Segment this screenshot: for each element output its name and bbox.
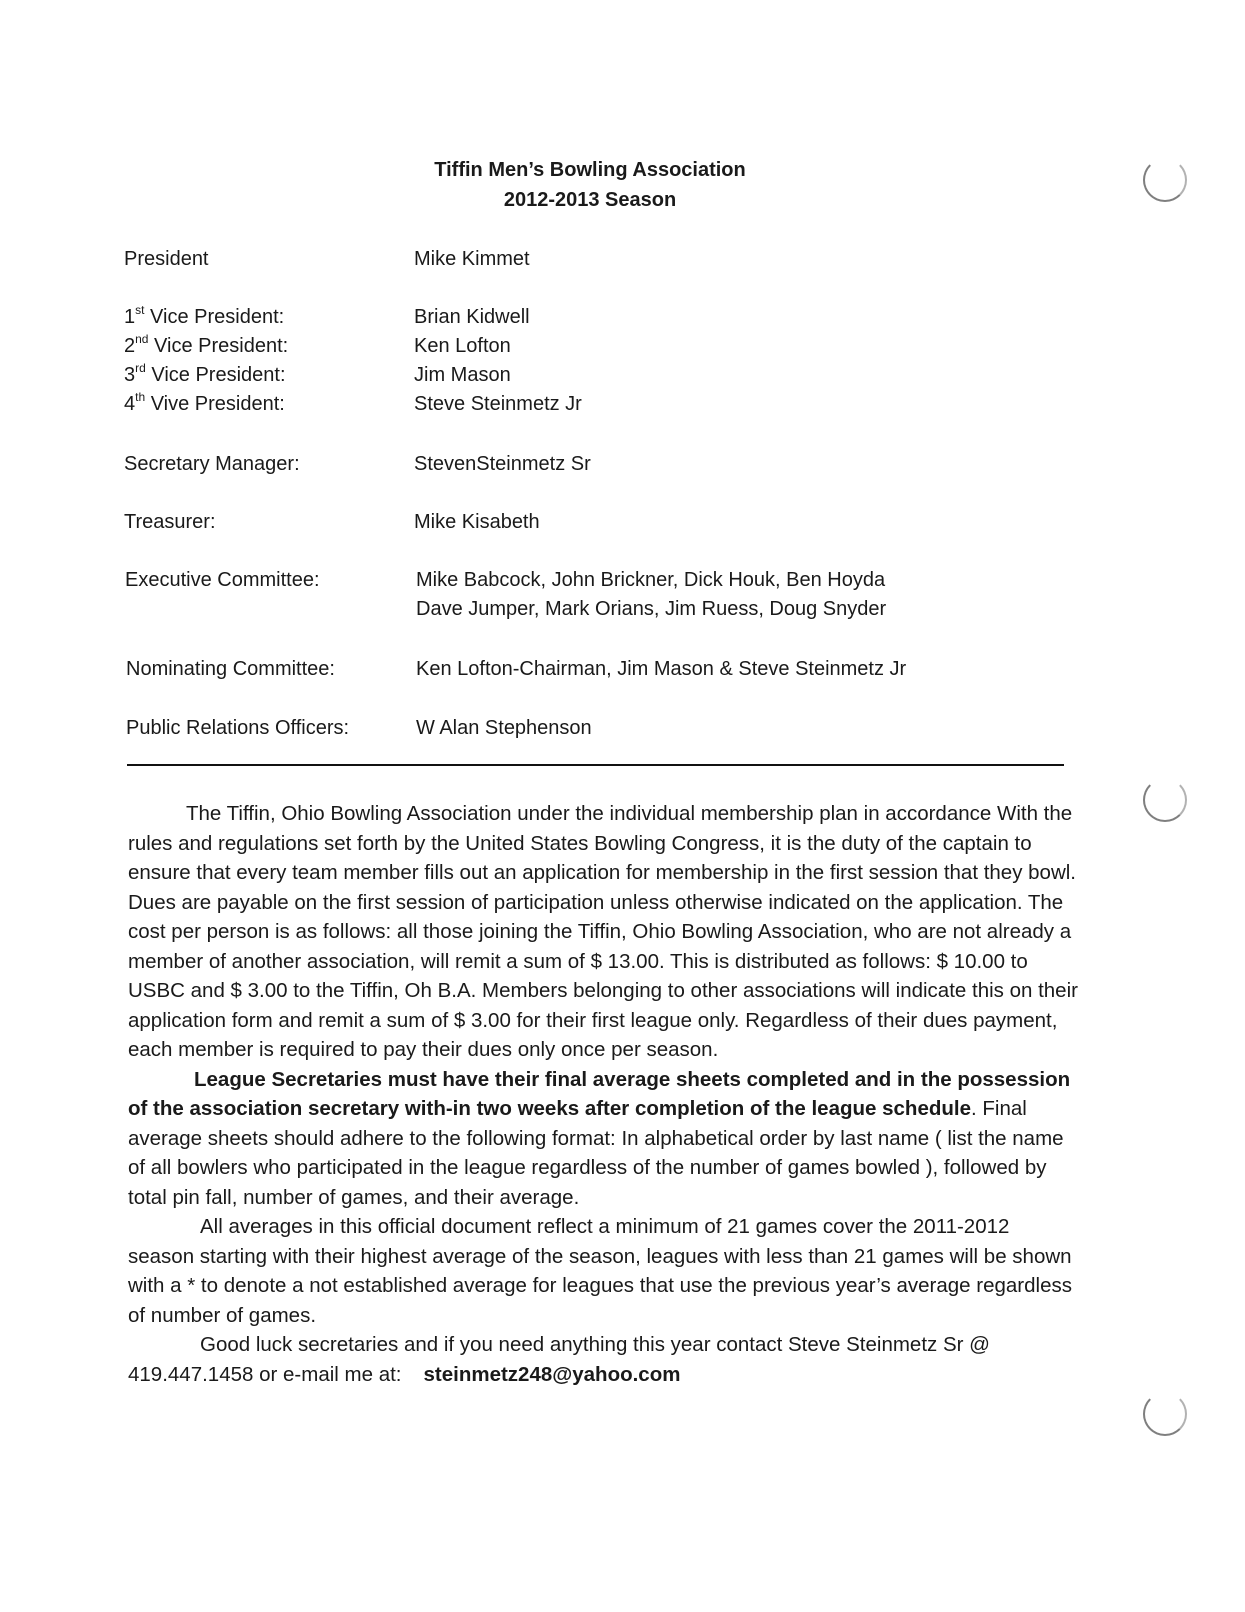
paragraph-averages: All averages in this official document reflect a minimum of 21 games cover the 2011-2012 season starting with their highest average of the season, leagues with less than 21 games will be shown with a * to denote a not established average for leagues that use the previous year’s average regardless of number of games. <box>128 1215 1072 1327</box>
paragraph-membership: The Tiffin, Ohio Bowling Association under the individual membership plan in accordance With the rules and regulations set forth by the United States Bowling Congress, it is the duty of the captain to ensure that every team member fills out an application for membership in the first session that they bowl. Dues are payable on the first session of participation unless otherwise indicated on the application. The cost per person is as follows: all those joining the Tiffin, Ohio Bowling Association, who are not already a member of another association, will remit a sum of $ 13.00. This is distributed as follows: $ 10.00 to USBC and $ 3.00 to the Tiffin, Oh B.A. Members belonging to other associations will indicate this on their application form and remit a sum of $ 3.00 for their first league only. Regardless of their dues payment, each member is required to pay their dues only once per season. <box>128 802 1078 1061</box>
binder-hole-bottom <box>1143 1392 1187 1436</box>
officer-row-president <box>0 245 1245 273</box>
officer-name: StevenSteinmetz Sr <box>414 453 591 475</box>
association-title: Tiffin Men’s Bowling Association <box>434 159 746 181</box>
role-label: 2nd Vice President: <box>124 332 289 357</box>
contact-text: Good luck secretaries and if you need anything this year contact Steve Steinmetz Sr @ 419.447.1458 or e-mail me at: <box>128 1333 990 1386</box>
officer-row-treasurer <box>0 508 1245 536</box>
officer-row-executive-cont <box>0 595 1245 623</box>
officer-name: Brian Kidwell <box>414 306 530 328</box>
officer-name: Mike Kisabeth <box>414 511 540 533</box>
officer-row-public-relations <box>0 714 1245 742</box>
paragraph-contact <box>128 1330 1078 1389</box>
officer-row-secretary <box>0 450 1245 478</box>
officer-name: Jim Mason <box>414 364 511 386</box>
officer-row-executive <box>0 566 1245 594</box>
officer-row-vp1 <box>0 303 1245 331</box>
officer-name: Mike Kimmet <box>414 248 530 270</box>
role-label: Public Relations Officers: <box>126 717 350 739</box>
body-text <box>128 799 1078 1389</box>
officer-row-vp3 <box>0 361 1245 389</box>
binder-hole-middle <box>1143 778 1187 822</box>
officer-name: Dave Jumper, Mark Orians, Jim Ruess, Doug Snyder <box>416 598 887 620</box>
season-title: 2012-2013 Season <box>503 189 677 211</box>
role-label: Nominating Committee: <box>126 658 335 680</box>
bold-instruction: League Secretaries must have their final average sheets completed and in the possession of the association secretary with-in two weeks after completion of the league schedule <box>128 1067 1071 1120</box>
officer-name: W Alan Stephenson <box>416 717 592 739</box>
role-label: 1st Vice President: <box>124 303 285 328</box>
officer-name: Ken Lofton <box>414 335 511 357</box>
role-label: 3rd Vice President: <box>124 361 286 386</box>
document-title <box>0 155 1180 215</box>
role-label: Secretary Manager: <box>124 453 300 475</box>
role-label: Treasurer: <box>124 511 216 533</box>
role-label: 4th Vive President: <box>124 390 285 415</box>
divider-line <box>127 764 1064 766</box>
paragraph-average-sheets <box>128 1065 1078 1213</box>
officer-name: Steve Steinmetz Jr <box>414 393 582 415</box>
role-label: President <box>124 248 209 270</box>
officer-name: Ken Lofton-Chairman, Jim Mason & Steve Steinmetz Jr <box>416 658 907 680</box>
officer-row-vp4 <box>0 390 1245 418</box>
role-label: Executive Committee: <box>125 569 320 591</box>
officer-row-nominating <box>0 655 1245 683</box>
officer-row-vp2 <box>0 332 1245 360</box>
format-instruction: . Final average sheets should adhere to the following format: In alphabetical order by last name ( list the name of all bowlers who participated in the league regardless of the number of games bowled ), followed by total pin fall, number of games, and their average. <box>128 1097 1064 1209</box>
email-address: steinmetz248@yahoo.com <box>423 1362 681 1386</box>
officer-name: Mike Babcock, John Brickner, Dick Houk, Ben Hoyda <box>416 569 886 591</box>
